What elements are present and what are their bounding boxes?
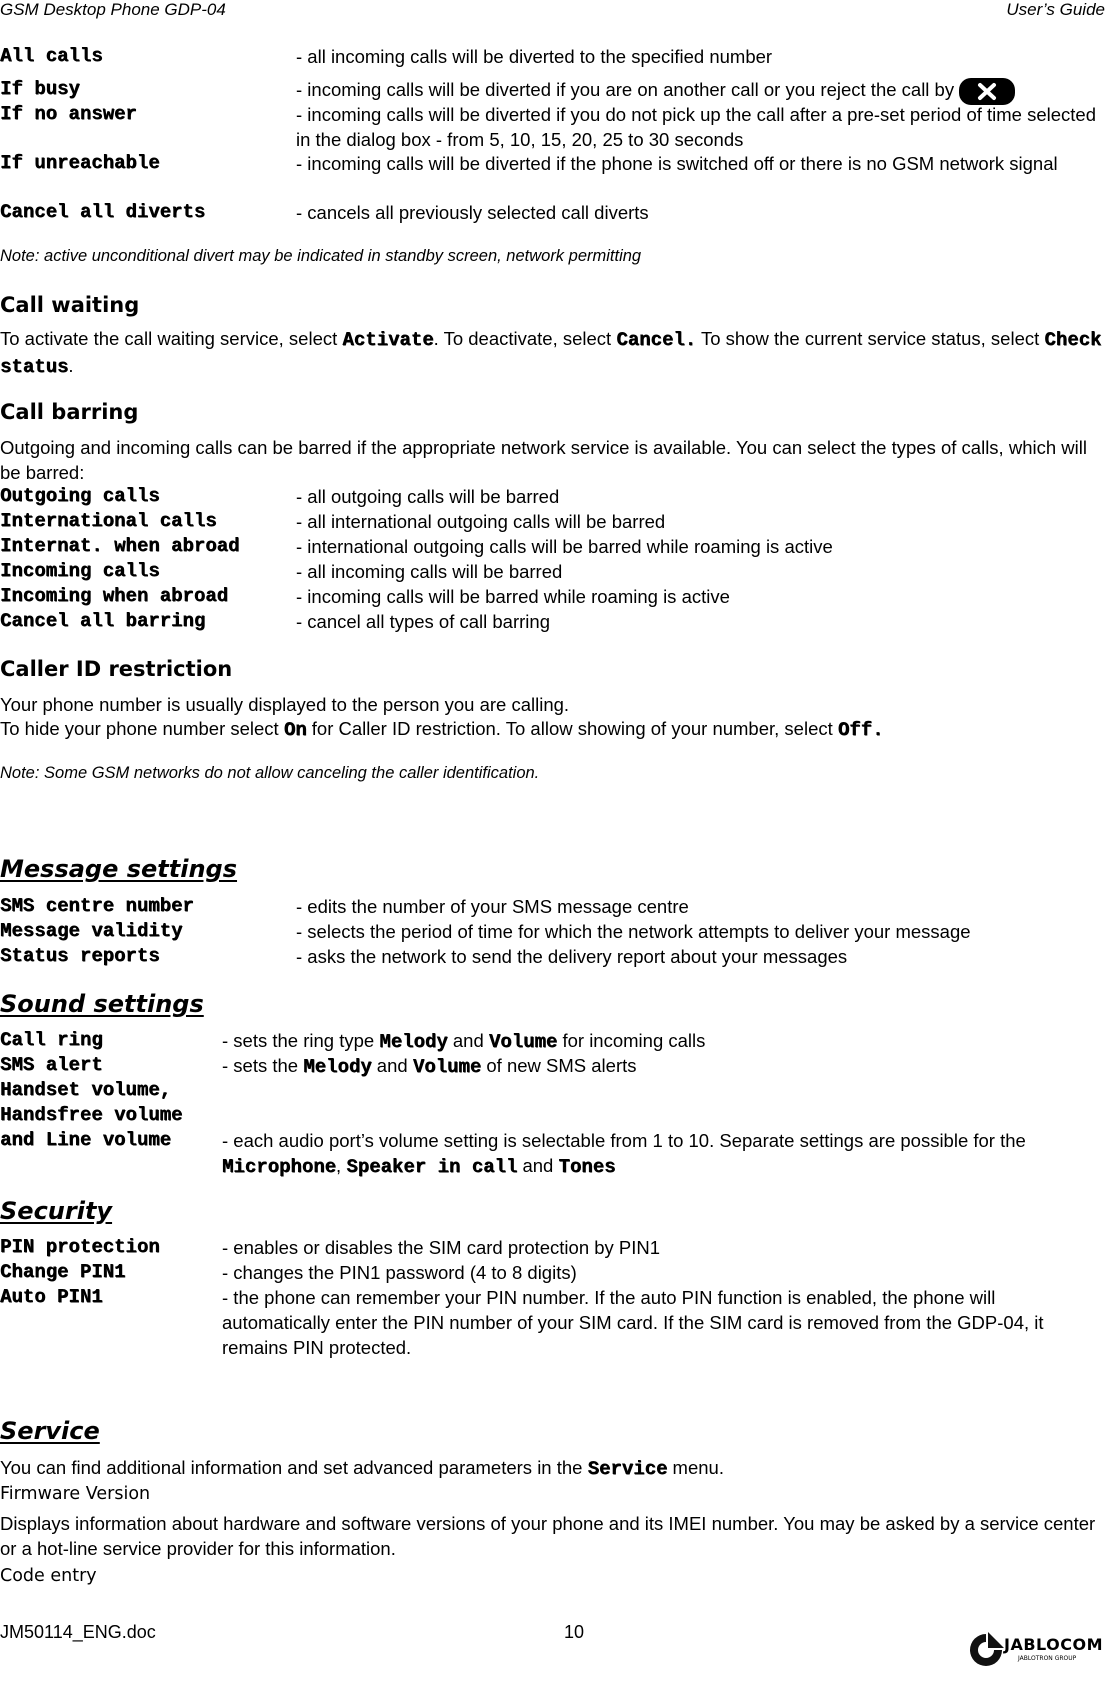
- message-desc: - selects the period of time for which the network attempts to deliver your message: [296, 921, 971, 942]
- security-term: Change PIN1: [0, 1261, 126, 1283]
- caller-id-heading: Caller ID restriction: [0, 657, 233, 681]
- menu-keyword: Volume: [412, 1056, 482, 1078]
- barring-term: Incoming calls: [0, 560, 160, 582]
- call-barring-heading: Call barring: [0, 400, 139, 424]
- jablotron-group-text: JABLOTRON GROUP: [1018, 1655, 1077, 1662]
- text: and: [447, 1030, 489, 1051]
- text: of new SMS alerts: [481, 1055, 637, 1076]
- service-text: [0, 1455, 1105, 1482]
- divert-note: Note: active unconditional divert may be indicated in standby screen, network permitting: [0, 247, 642, 265]
- text: ,: [336, 1155, 347, 1176]
- divert-desc: - incoming calls will be diverted if you do not pick up the call after a pre-set period of time selected in the dialog box - from 5, 10, 15, 20, 25 to 30 seconds: [296, 104, 1097, 150]
- page-number: 10: [564, 1622, 585, 1642]
- barring-desc: - all international outgoing calls will be barred: [296, 511, 666, 532]
- menu-keyword: Melody: [303, 1056, 372, 1078]
- text: To show the current service status, select: [696, 328, 1045, 349]
- barring-desc: - cancel all types of call barring: [296, 611, 550, 632]
- menu-keyword: Check status: [0, 329, 1102, 378]
- security-term: PIN protection: [0, 1236, 160, 1258]
- divert-desc: - incoming calls will be diverted if the phone is switched off or there is no GSM network signal: [296, 153, 1058, 174]
- security-desc: - changes the PIN1 password (4 to 8 digits): [222, 1262, 577, 1283]
- sound-desc: [222, 1053, 1105, 1080]
- header-guide: User’s Guide: [1006, 0, 1105, 19]
- divert-term: If unreachable: [0, 152, 160, 174]
- barring-desc: - all incoming calls will be barred: [296, 561, 563, 582]
- menu-keyword: Off.: [837, 719, 884, 741]
- text: . To deactivate, select: [433, 328, 617, 349]
- text: menu.: [667, 1457, 724, 1478]
- menu-keyword: Cancel.: [616, 329, 697, 351]
- volume-term-1: Handset volume,: [0, 1079, 172, 1101]
- firmware-subheading: Firmware Version: [0, 1484, 151, 1504]
- security-term: Auto PIN1: [0, 1286, 103, 1308]
- barring-term: Internat. when abroad: [0, 535, 240, 557]
- service-heading: Service: [0, 1417, 100, 1445]
- call-waiting-heading: Call waiting: [0, 293, 140, 317]
- barring-term: International calls: [0, 510, 217, 532]
- sound-desc: [222, 1128, 1105, 1180]
- message-term: SMS centre number: [0, 895, 194, 917]
- sound-desc: [222, 1028, 1105, 1055]
- jablocom-logo-icon: [966, 1630, 1006, 1670]
- text: To activate the call waiting service, select: [0, 328, 343, 349]
- call-barring-intro: Outgoing and incoming calls can be barred if the appropriate network service is available. You can select the types of calls, which will be barred:: [0, 437, 1087, 483]
- text: You can find additional information and set advanced parameters in the: [0, 1457, 588, 1478]
- barring-desc: - all outgoing calls will be barred: [296, 486, 560, 507]
- message-desc: - edits the number of your SMS message centre: [296, 896, 689, 917]
- sound-settings-heading: Sound settings: [0, 990, 204, 1018]
- sound-term: Call ring: [0, 1029, 103, 1051]
- divert-desc: - cancels all previously selected call diverts: [296, 202, 649, 223]
- menu-keyword: Activate: [342, 329, 434, 351]
- menu-keyword: Tones: [558, 1156, 616, 1178]
- barring-desc: - international outgoing calls will be barred while roaming is active: [296, 536, 833, 557]
- security-heading: Security: [0, 1197, 113, 1225]
- menu-keyword: Melody: [379, 1031, 448, 1053]
- volume-term-3: and Line volume: [0, 1129, 172, 1151]
- reject-key-icon: [959, 78, 1015, 105]
- text: for incoming calls: [557, 1030, 706, 1051]
- menu-keyword: Speaker in call: [346, 1156, 518, 1178]
- divert-term: All calls: [0, 45, 103, 67]
- call-waiting-text: [0, 326, 1105, 380]
- header-title: GSM Desktop Phone GDP-04: [0, 0, 226, 19]
- menu-keyword: Microphone: [222, 1156, 337, 1178]
- text: and: [517, 1155, 559, 1176]
- jablocom-logo-text: JABLOCOM: [1004, 1635, 1104, 1654]
- message-settings-heading: Message settings: [0, 855, 238, 883]
- text: - each audio port’s volume setting is selectable from 1 to 10. Separate settings are possible for the: [222, 1130, 1026, 1151]
- footer-doc-name: JM50114_ENG.doc: [0, 1622, 156, 1642]
- message-term: Status reports: [0, 945, 160, 967]
- text: and: [371, 1055, 413, 1076]
- text: - sets the ring type: [222, 1030, 380, 1051]
- code-entry-subheading: Code entry: [0, 1566, 97, 1586]
- message-term: Message validity: [0, 920, 183, 942]
- barring-term: Incoming when abroad: [0, 585, 229, 607]
- caller-id-note: Note: Some GSM networks do not allow canceling the caller identification.: [0, 764, 540, 782]
- volume-term-2: Handsfree volume: [0, 1104, 183, 1126]
- menu-keyword: Volume: [488, 1031, 558, 1053]
- message-desc: - asks the network to send the delivery report about your messages: [296, 946, 848, 967]
- sound-term: SMS alert: [0, 1054, 103, 1076]
- text: - sets the: [222, 1055, 304, 1076]
- caller-id-line2: [0, 716, 1105, 743]
- caller-id-line1: Your phone number is usually displayed to the person you are calling.: [0, 694, 570, 715]
- divert-term: If busy: [0, 78, 80, 100]
- security-desc: - enables or disables the SIM card protection by PIN1: [222, 1237, 661, 1258]
- security-desc: - the phone can remember your PIN number. If the auto PIN function is enabled, the phone will automatically enter the PIN number of your SIM card. If the SIM card is removed from the GDP-04, it remains PIN protected.: [222, 1287, 1044, 1358]
- divert-desc: - all incoming calls will be diverted to the specified number: [296, 46, 773, 67]
- divert-desc-text: - incoming calls will be diverted if you are on another call or you reject the call by: [296, 79, 955, 100]
- menu-keyword: Service: [587, 1458, 668, 1480]
- barring-term: Cancel all barring: [0, 610, 206, 632]
- menu-keyword: On: [283, 719, 307, 741]
- firmware-text: Displays information about hardware and software versions of your phone and its IMEI number. You may be asked by a service center or a hot-line service provider for this information.: [0, 1513, 1096, 1559]
- text: for Caller ID restriction. To allow showing of your number, select: [306, 718, 838, 739]
- divert-term: If no answer: [0, 103, 137, 125]
- divert-term: Cancel all diverts: [0, 201, 206, 223]
- barring-desc: - incoming calls will be barred while roaming is active: [296, 586, 730, 607]
- text: .: [68, 355, 74, 376]
- divert-desc: [296, 77, 1105, 105]
- text: To hide your phone number select: [0, 718, 284, 739]
- barring-term: Outgoing calls: [0, 485, 160, 507]
